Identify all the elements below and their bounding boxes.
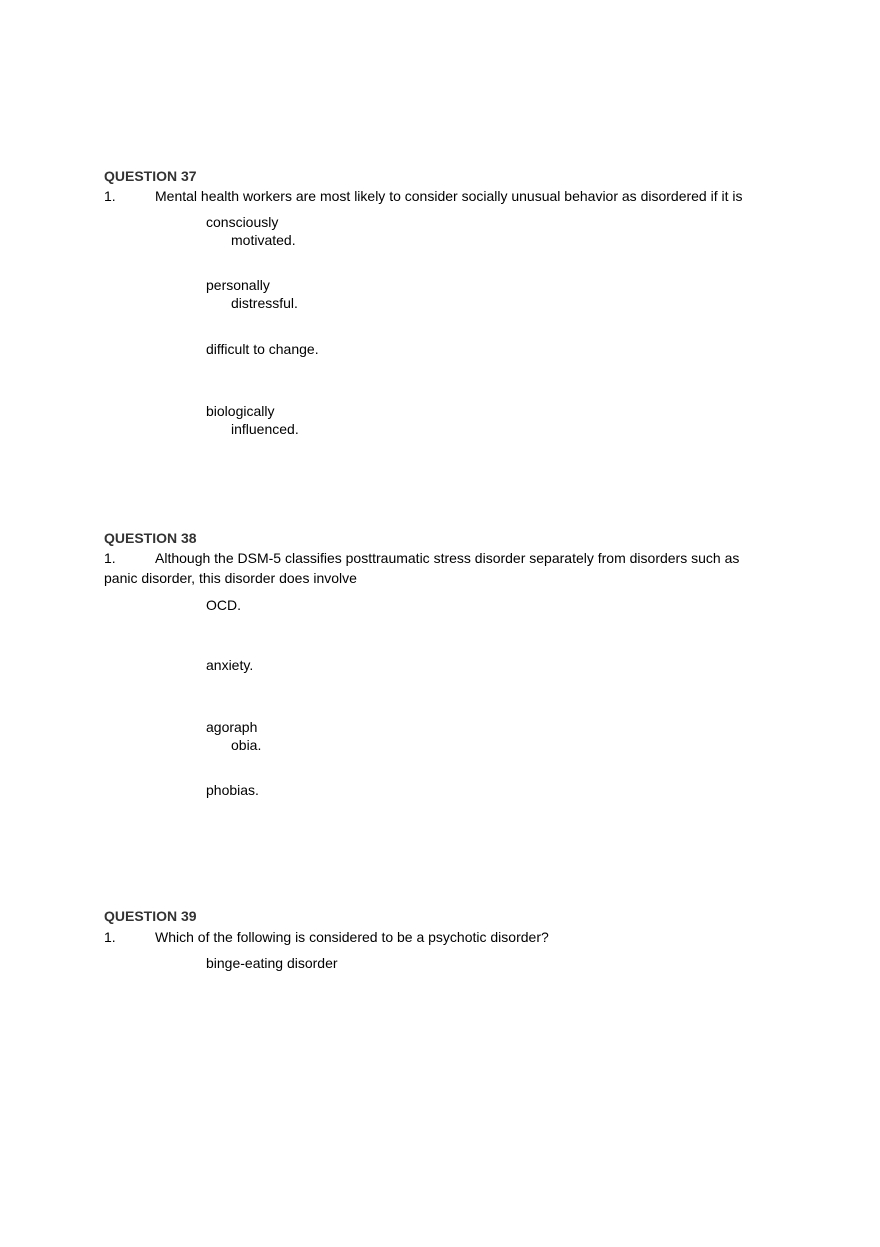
question-text: Which of the following is considered to be a psychotic disorder?	[155, 929, 549, 945]
question-text: Mental health workers are most likely to consider socially unusual behavior as disordered if it is	[155, 188, 743, 204]
answer-option-continued: obia.	[231, 737, 262, 753]
question-number: 1.	[104, 550, 116, 566]
question-heading: QUESTION 38	[104, 530, 197, 546]
question-heading: QUESTION 37	[104, 168, 197, 184]
answer-option: agoraph	[206, 719, 258, 735]
answer-option: biologically	[206, 403, 275, 419]
answer-option: phobias.	[206, 782, 259, 798]
answer-option: personally	[206, 277, 270, 293]
question-text-continued: panic disorder, this disorder does involve	[104, 570, 357, 586]
question-text: Although the DSM-5 classifies posttraumatic stress disorder separately from disorders such as	[155, 550, 740, 566]
answer-option: binge-eating disorder	[206, 955, 338, 971]
answer-option: anxiety.	[206, 657, 254, 673]
answer-option: difficult to change.	[206, 341, 319, 357]
question-number: 1.	[104, 929, 116, 945]
answer-option: consciously	[206, 214, 279, 230]
question-number: 1.	[104, 188, 116, 204]
question-heading: QUESTION 39	[104, 908, 197, 924]
answer-option: OCD.	[206, 597, 241, 613]
answer-option-continued: distressful.	[231, 295, 298, 311]
answer-option-continued: motivated.	[231, 232, 296, 248]
answer-option-continued: influenced.	[231, 421, 299, 437]
